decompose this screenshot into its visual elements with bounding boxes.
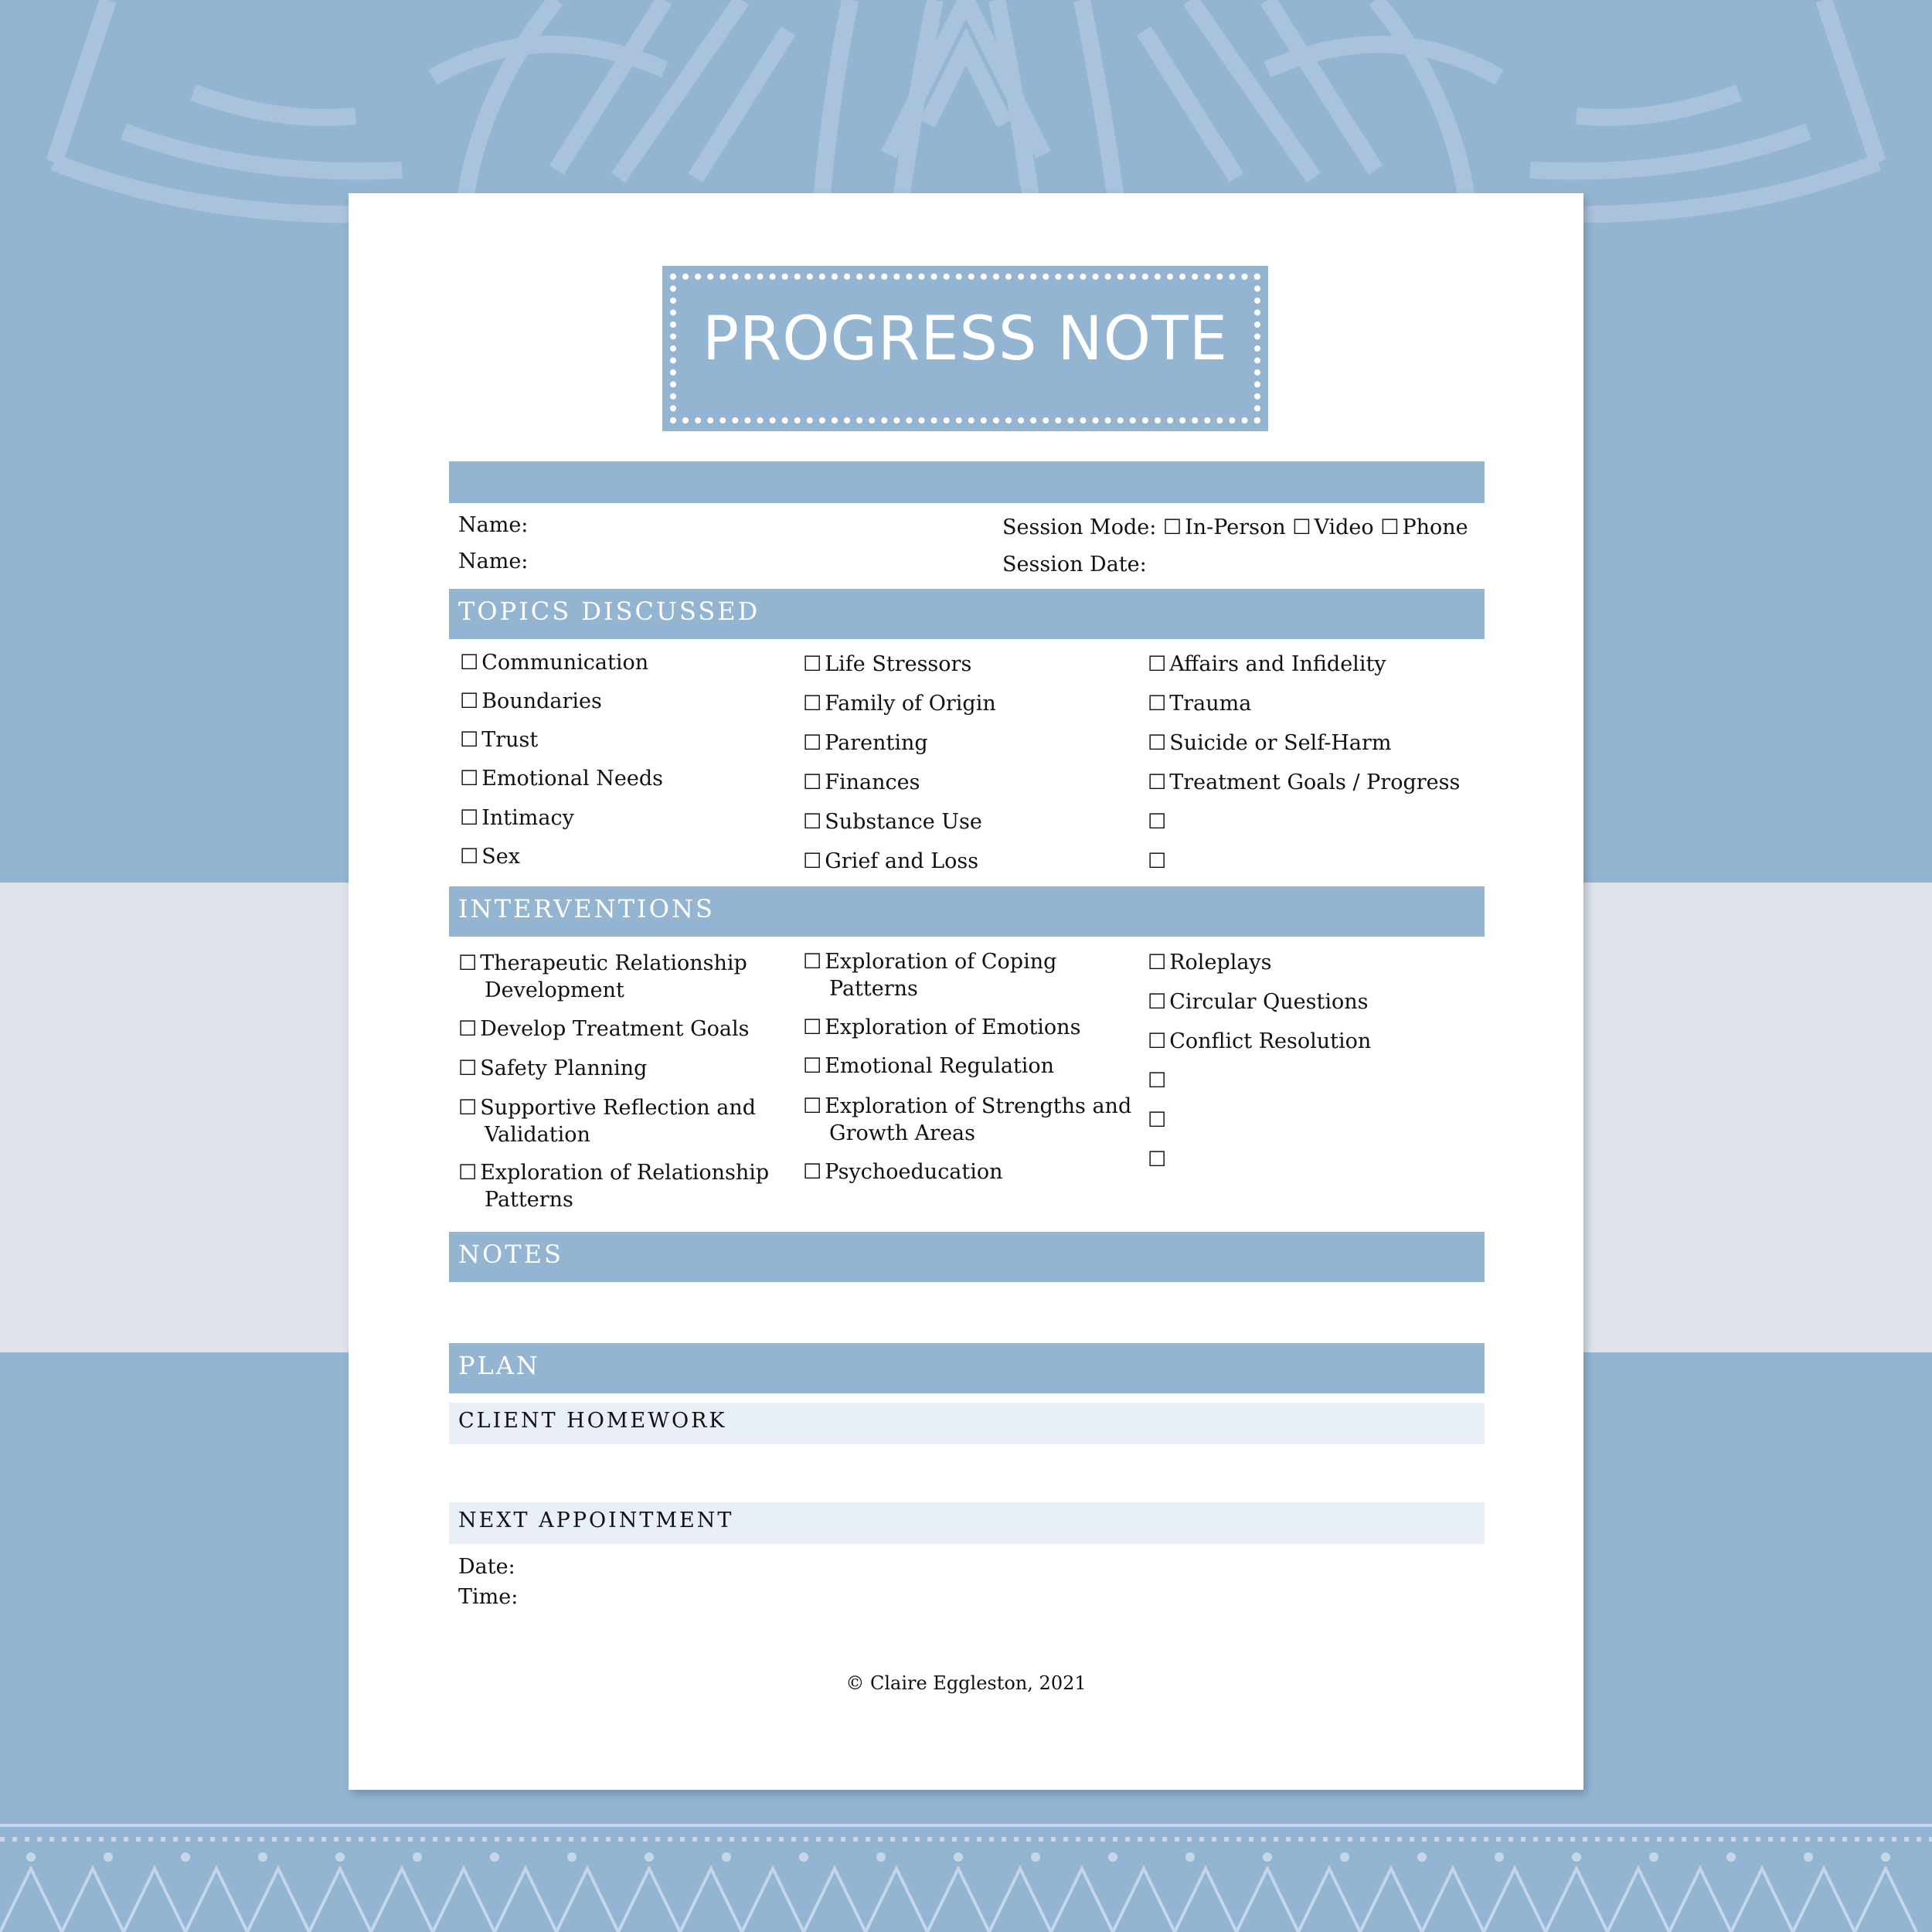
topic-item[interactable] bbox=[803, 731, 928, 755]
homework-area[interactable] bbox=[449, 1447, 1485, 1499]
appointment-date-field[interactable]: Date: bbox=[458, 1555, 515, 1579]
checkbox-icon[interactable]: ☐ bbox=[1148, 652, 1167, 676]
topic-item[interactable] bbox=[1148, 731, 1392, 755]
topic-item[interactable] bbox=[803, 652, 971, 676]
appointment-time-field[interactable]: Time: bbox=[458, 1585, 519, 1609]
checkbox-icon[interactable]: ☐ bbox=[803, 770, 822, 794]
name-field-2[interactable]: Name: bbox=[458, 549, 529, 573]
topic-label: Emotional Needs bbox=[481, 767, 663, 791]
decorative-border bbox=[0, 1822, 1932, 1932]
intervention-label-cont: Growth Areas bbox=[829, 1121, 975, 1145]
intervention-label: Roleplays bbox=[1169, 951, 1272, 975]
checkbox-icon[interactable]: ☐ bbox=[460, 651, 479, 675]
intervention-label: Exploration of Relationship bbox=[480, 1161, 770, 1185]
checkbox-icon[interactable]: ☐ bbox=[460, 806, 479, 830]
checkbox-icon[interactable]: ☐ bbox=[803, 810, 822, 834]
topics-bar bbox=[449, 589, 1485, 639]
checkbox-icon[interactable]: ☐ bbox=[803, 652, 822, 676]
checkbox-icon[interactable]: ☐ bbox=[458, 1161, 478, 1185]
intervention-item[interactable] bbox=[803, 1053, 1054, 1080]
intervention-label-cont: Development bbox=[485, 978, 624, 1002]
checkbox-icon[interactable]: ☐ bbox=[458, 1056, 478, 1080]
session-mode-label: Session Mode: bbox=[1002, 515, 1157, 539]
checkbox-icon[interactable]: ☐ bbox=[803, 849, 822, 873]
topic-label: Substance Use bbox=[825, 810, 982, 834]
topic-item[interactable] bbox=[460, 767, 663, 791]
topic-label: Communication bbox=[481, 651, 649, 675]
intervention-label: Supportive Reflection and bbox=[480, 1096, 757, 1120]
checkbox-icon[interactable]: ☐ bbox=[1148, 951, 1167, 975]
topic-label: Trust bbox=[481, 728, 539, 752]
checkbox-icon[interactable]: ☐ bbox=[1148, 692, 1167, 716]
mode-in-person: In-Person bbox=[1185, 515, 1286, 539]
notes-area[interactable] bbox=[449, 1284, 1485, 1338]
copyright: © Claire Eggleston, 2021 bbox=[845, 1672, 1087, 1694]
intervention-item[interactable] bbox=[458, 1159, 769, 1213]
topic-item[interactable] bbox=[1148, 692, 1251, 716]
interventions-bar bbox=[449, 886, 1485, 937]
intervention-label: Exploration of Coping bbox=[825, 950, 1057, 974]
intervention-label: Develop Treatment Goals bbox=[480, 1017, 750, 1041]
page-title: PROGRESS NOTE bbox=[702, 304, 1229, 374]
checkbox-icon[interactable]: ☐ bbox=[460, 689, 479, 713]
intervention-item[interactable] bbox=[803, 1093, 1131, 1147]
intervention-label-cont: Patterns bbox=[829, 977, 918, 1001]
topic-item[interactable] bbox=[460, 845, 520, 869]
session-mode bbox=[1002, 515, 1468, 539]
topic-label: Treatment Goals / Progress bbox=[1169, 770, 1461, 794]
topic-item[interactable] bbox=[803, 770, 920, 794]
topic-label: Finances bbox=[825, 770, 920, 794]
topic-label: Family of Origin bbox=[825, 692, 996, 716]
progress-note-page bbox=[349, 193, 1583, 1790]
client-info-bar bbox=[449, 461, 1485, 503]
topic-label: Grief and Loss bbox=[825, 849, 979, 873]
checkbox-icon[interactable]: ☐ bbox=[460, 767, 479, 791]
intervention-label: Emotional Regulation bbox=[825, 1054, 1055, 1078]
intervention-item[interactable] bbox=[1148, 1029, 1371, 1053]
topic-label: Boundaries bbox=[481, 689, 602, 713]
topic-label: Suicide or Self-Harm bbox=[1169, 731, 1392, 755]
notes-title: NOTES bbox=[458, 1240, 563, 1269]
checkbox-icon[interactable]: ☐ bbox=[1148, 810, 1167, 834]
checkbox-icon[interactable]: ☐ bbox=[458, 1017, 478, 1041]
intervention-label: Psychoeducation bbox=[825, 1160, 1003, 1184]
checkbox-icon[interactable]: ☐ bbox=[1148, 1069, 1167, 1093]
intervention-label: Circular Questions bbox=[1169, 990, 1369, 1014]
session-date-field[interactable]: Session Date: bbox=[1002, 553, 1147, 577]
intervention-label: Conflict Resolution bbox=[1169, 1029, 1372, 1053]
topic-label: Life Stressors bbox=[825, 652, 972, 676]
intervention-item[interactable] bbox=[803, 948, 1056, 1002]
topic-item[interactable] bbox=[803, 810, 982, 834]
client-homework-label: CLIENT HOMEWORK bbox=[458, 1409, 727, 1433]
topic-label: Sex bbox=[481, 845, 520, 869]
intervention-label: Therapeutic Relationship bbox=[480, 951, 747, 975]
notes-bar bbox=[449, 1232, 1485, 1282]
mode-video: Video bbox=[1314, 515, 1374, 539]
interventions-title: INTERVENTIONS bbox=[458, 894, 715, 923]
topic-item[interactable] bbox=[460, 689, 602, 713]
checkbox-icon[interactable]: ☐ bbox=[803, 1160, 822, 1184]
topics-title: TOPICS DISCUSSED bbox=[458, 597, 760, 626]
topic-label: Parenting bbox=[825, 731, 928, 755]
intervention-item[interactable] bbox=[458, 950, 747, 1004]
intervention-item[interactable] bbox=[458, 1094, 756, 1148]
checkbox-icon[interactable]: ☐ bbox=[1148, 990, 1167, 1014]
checkbox-icon[interactable]: ☐ bbox=[803, 950, 822, 974]
name-field-1[interactable]: Name: bbox=[458, 513, 529, 537]
topic-item[interactable] bbox=[803, 849, 978, 873]
intervention-label: Exploration of Strengths and bbox=[825, 1094, 1132, 1118]
topic-item[interactable] bbox=[460, 651, 648, 675]
checkbox-icon[interactable]: ☐ bbox=[803, 731, 822, 755]
intervention-item[interactable] bbox=[803, 1014, 1080, 1041]
checkbox-icon[interactable]: ☐ bbox=[1148, 770, 1167, 794]
topic-item[interactable] bbox=[460, 728, 538, 752]
intervention-item[interactable] bbox=[1148, 951, 1272, 975]
topic-item-blank[interactable] bbox=[1148, 810, 1169, 834]
intervention-item[interactable] bbox=[1148, 990, 1369, 1014]
topic-item[interactable] bbox=[460, 806, 574, 830]
topic-item[interactable] bbox=[1148, 770, 1460, 794]
intervention-label-cont: Validation bbox=[485, 1123, 590, 1147]
checkbox-icon[interactable]: ☐ bbox=[803, 692, 822, 716]
intervention-item[interactable] bbox=[803, 1158, 1003, 1185]
intervention-label: Exploration of Emotions bbox=[825, 1015, 1081, 1039]
topic-item[interactable] bbox=[803, 692, 996, 716]
intervention-item-blank[interactable] bbox=[1148, 1108, 1169, 1132]
title-box bbox=[662, 266, 1268, 431]
checkbox-icon[interactable]: ☐ bbox=[803, 1054, 822, 1078]
checkbox-icon[interactable]: ☐ bbox=[1148, 731, 1167, 755]
checkbox-icon[interactable]: ☐ bbox=[1148, 1029, 1167, 1053]
checkbox-icon[interactable]: ☐ bbox=[1148, 849, 1167, 873]
intervention-label-cont: Patterns bbox=[485, 1188, 573, 1212]
checkbox-icon[interactable]: ☐ bbox=[1148, 1108, 1167, 1132]
intervention-item-blank[interactable] bbox=[1148, 1148, 1169, 1172]
topic-item[interactable] bbox=[1148, 652, 1386, 676]
topic-label: Trauma bbox=[1169, 692, 1252, 716]
checkbox-icon[interactable]: ☐ bbox=[1162, 515, 1182, 539]
next-appointment-label: NEXT APPOINTMENT bbox=[458, 1509, 734, 1532]
checkbox-icon[interactable]: ☐ bbox=[460, 728, 479, 752]
intervention-label: Safety Planning bbox=[480, 1056, 648, 1080]
checkbox-icon[interactable]: ☐ bbox=[803, 1094, 822, 1118]
topic-label: Intimacy bbox=[481, 806, 574, 830]
intervention-item-blank[interactable] bbox=[1148, 1069, 1169, 1093]
checkbox-icon[interactable]: ☐ bbox=[1148, 1148, 1167, 1172]
intervention-item[interactable] bbox=[458, 1015, 750, 1043]
checkbox-icon[interactable]: ☐ bbox=[458, 1096, 478, 1120]
checkbox-icon[interactable]: ☐ bbox=[1292, 515, 1311, 539]
plan-bar bbox=[449, 1343, 1485, 1393]
checkbox-icon[interactable]: ☐ bbox=[458, 951, 478, 975]
intervention-item[interactable] bbox=[458, 1055, 647, 1082]
plan-title: PLAN bbox=[458, 1351, 540, 1380]
checkbox-icon[interactable]: ☐ bbox=[1380, 515, 1400, 539]
topic-label: Affairs and Infidelity bbox=[1169, 652, 1386, 676]
checkbox-icon[interactable]: ☐ bbox=[460, 845, 479, 869]
next-appointment-bar bbox=[449, 1502, 1485, 1544]
topic-item-blank[interactable] bbox=[1148, 849, 1169, 873]
checkbox-icon[interactable]: ☐ bbox=[803, 1015, 822, 1039]
client-homework-bar bbox=[449, 1403, 1485, 1444]
mode-phone: Phone bbox=[1402, 515, 1468, 539]
